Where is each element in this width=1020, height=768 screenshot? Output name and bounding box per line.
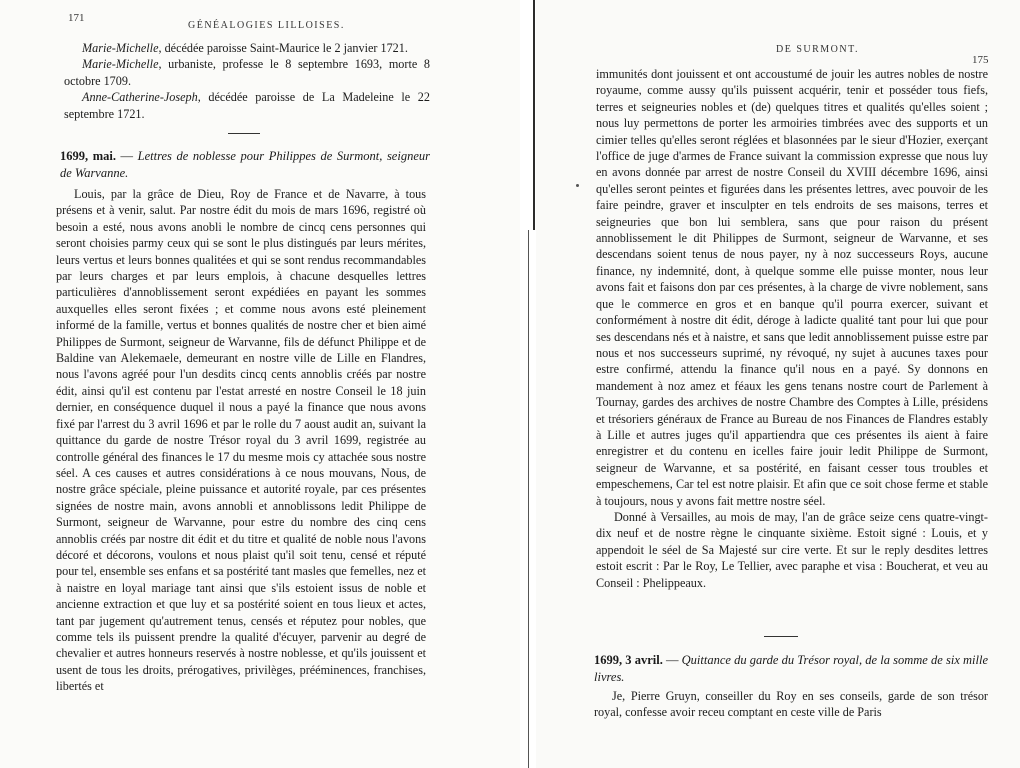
section-divider bbox=[764, 636, 798, 637]
running-head-left: GÉNÉALOGIES LILLOISES. bbox=[188, 20, 345, 31]
running-head-right: DE SURMONT. bbox=[776, 44, 859, 55]
letters-body-right: immunités dont jouissent et ont accoustumé de jouir les autres nobles de nostre royaume, comme aussy qu'ils puissent acquérir, tenir et posséder tous fiefs, terres et seigneuries nobles et (de) quelques titres et qualités qu'elles soient ; nous luy permettons de porter les armoiries timbrées avec des supports et un cimier telles qu'elles seront réglées et blasonnées par le sieur d'Hozier, exerçant l'office de juge d'armes de France suivant la commission expresse que nous luy en avons donnée par arrest de nostre Conseil du XVIII décembre 1696, ainsi qu'elles seront peintes et figurées dans les présentes lettres, avec pouvoir de les faire peindre, graver et insculpter en tels endroits de ses maisons, terres et seigneuries que bon lui semblera, sans que pour raison du présent annoblissement le dit Philippes de Surmont, seigneur de Warvanne, et ses descendans soient tenus de nous payer, ny à noz successeurs Roys, aucune finance, ny indemnité, dont, à quelque somme elle puisse monter, nous leur avons fait et faisons don par ces présentes, à la charge de vivre noblement, sans que le commerce en gros et en banque qu'il pourra exercer, suivant et conformément à nostre dit édit, déroge à ladicte qualité tant pour lui que pour ses descendans nés et à naistre, et sans que ledit annoblissement puisse estre par nous et nos successeurs suprimé, ny révoqué, ny sujet à aucunes taxes pour estre confirmé, attendu la finance qu'il nous en a payé. Sy donnons en mandement à noz amez et féaux les gens tenans nostre court de Parlement à Tournay, gardes des archives de nostre Chambre des Comptes à Lille, présidens et trésoriers généraux de France au Bureau de nos Finances de Flandres estably à Lille et autres juges qu'il appartiendra que ces présentes ils aient à faire enregistrer et du contenu en icelles faire jouir ledit Philippe de Surmont, seigneur de Warvanne, et sa postérité, en faisant cesser tous troubles et empeschemens, Car tel est notre plaisir. Et afin que ce soit chose ferme et stable à toujours, nous y avons fait mettre nostre séel. Donné à Versailles, au mois de may, l'an de grâce seize cens quatre-vingt-dix neuf et de nostre règne le cinquante sixième. Estoit signé : Louis, et y appendoit le séel de Sa Majesté sur cire verte. Et sur le reply desdites lettres estoit escrit : Par le Roy, Le Tellier, avec paraphe et visa : Boucherat, et veu au Conseil : Phelippeaux. bbox=[596, 67, 988, 590]
section-title: Lettres de noblesse pour Philippes de Surmont, seigneur de Warvanne. bbox=[60, 149, 430, 180]
page-number-left: 171 bbox=[68, 12, 85, 24]
scan-speck bbox=[576, 184, 579, 187]
quittance-body: Je, Pierre Gruyn, conseiller du Roy en ses conseils, garde de son trésor royal, confesse avoir receu comptant en ceste ville de Paris bbox=[594, 689, 988, 720]
section-title: Quittance du garde du Trésor royal, de la somme de six mille livres. bbox=[594, 653, 989, 684]
section-date: 1699, mai. bbox=[60, 149, 116, 163]
right-page bbox=[536, 0, 1020, 768]
letters-body-left: Louis, par la grâce de Dieu, Roy de France et de Navarre, à tous présens et à venir, salut. Par nostre édit du mois de mars 1696, registré où besoin a esté, nous avons anobli le nombre de cincq cens personnes qui seront choisies parmy ceux qui se sont le plus distingués par leurs mérites, leurs vertus et leurs bonnes qualitées et qui se sont rendus recommandables par leurs charges et par leurs emplois, à chacune desquelles lettres particulières d'annoblissement seront expédiées en payant les sommes auxquelles elles seront fixées ; et comme nous avons esté pleinement informé de la famille, vertus et bonnes qualités de nostre cher et bien aimé Philippes de Surmont, seigneur de Warvanne, fils de défunct Philippe et de Baldine van Alekemaele, demeurant en nostre ville de Lille en Flandres, nous l'avons agréé pour l'un desdits cincq cents annoblis créés par nostre édit, ainsi qu'il est contenu par l'estat arresté en nostre Conseil le 18 juin dernier, en conséquence duquel il nous a payé la finance que nous avons fixé par l'arrest du 3 avril 1696 et par le rolle du 7 aoust audit an, suivant la quittance du garde de nostre Trésor royal du 3 avril 1699, registrée au controlle général des finances le 17 du mesme mois cy attachée sous nostre séel. A ces causes et autres considérations à ce nous mouvans, Nous, de nostre grâce spéciale, pleine puissance et autorité royale, par ces présentes signées de nostre main, avons annobli et annoblissons ledit Philippe de Surmont, seigneur de Warvanne, pour estre du nombre des cinq cens annoblis créés par nostre dit édit et du titre et qualité de noble nous l'avons décoré et décorons, voulons et nous plaist qu'il soit tenu, censé et réputé pour tel, ensemble ses enfans et sa postérité tant masles que femelles, nez et à naistre en loyal mariage tant ainsi que s'ils estoient issus de noble et ancienne extraction et que luy et sa postérité soient en tous lieux et actes, tant par jugement qu'autrement tenus, censés et réputez pour nobles, que comme tels ils puissent prendre la qualité d'écuyer, parvenir au degré de chevalier et autres honneurs reservés à nostre noblesse, et qu'ils jouissent et usent de tous les droits, prérogatives, privilèges, prééminences, franchises, libertés et bbox=[56, 187, 426, 694]
section-date: 1699, 3 avril. bbox=[594, 653, 663, 667]
genealogy-entry: Marie-Michelle, urbaniste, professe le 8 septembre 1693, morte 8 octobre 1709. bbox=[64, 57, 430, 88]
section-divider bbox=[228, 133, 260, 134]
genealogy-entries bbox=[64, 40, 430, 122]
genealogy-entry: Anne-Catherine-Joseph, décédée paroisse de La Madeleine le 22 septembre 1721. bbox=[64, 90, 430, 121]
section-heading-left: 1699, mai. — Lettres de noblesse pour Philippes de Surmont, seigneur de Warvanne. bbox=[60, 149, 430, 180]
section-heading-right: 1699, 3 avril. — Quittance du garde du Trésor royal, de la somme de six mille livres. bbox=[594, 653, 989, 684]
genealogy-entry: Marie-Michelle, décédée paroisse Saint-Maurice le 2 janvier 1721. bbox=[82, 41, 408, 55]
binding-line bbox=[528, 230, 529, 768]
binding-line bbox=[533, 0, 535, 230]
page-number-right: 175 bbox=[972, 54, 989, 66]
